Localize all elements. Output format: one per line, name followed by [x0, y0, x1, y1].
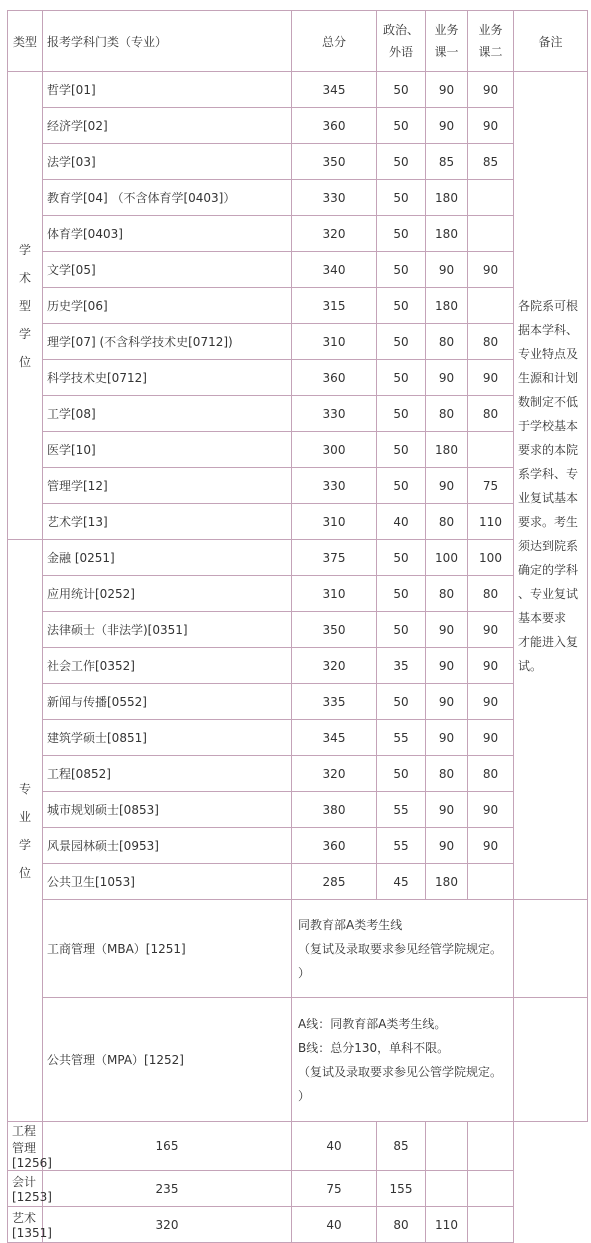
total-cell: 320 — [292, 756, 377, 792]
total-cell: 320 — [43, 1207, 292, 1243]
politics-cell: 50 — [377, 684, 426, 720]
note-line: 各院系可根 — [518, 298, 579, 313]
header-course2-line1: 业务 — [478, 23, 503, 37]
group-label-char: 术 — [18, 270, 31, 285]
requirement-line: （复试及录取要求参见经管学院规定。 — [298, 941, 503, 956]
politics-cell: 35 — [377, 648, 426, 684]
requirement-line: ） — [298, 965, 311, 980]
header-course2 — [468, 11, 514, 72]
note-line: 才能进入复 — [518, 634, 579, 649]
group-label-char: 学 — [18, 242, 31, 257]
subject-cell: 公共卫生[1053] — [43, 864, 292, 900]
politics-cell: 50 — [377, 612, 426, 648]
table-row — [8, 684, 588, 720]
requirement-line: B线：总分130，单科不限。 — [298, 1040, 450, 1055]
note-line: 数制定不低 — [518, 394, 579, 409]
subject-cell: 历史学[06] — [43, 288, 292, 324]
politics-cell: 50 — [377, 396, 426, 432]
header-row — [8, 11, 588, 72]
subject-cell: 文学[05] — [43, 252, 292, 288]
requirement-line: 同教育部A类考生线 — [298, 917, 403, 932]
header-politics — [377, 11, 426, 72]
subject-cell: 社会工作[0352] — [43, 648, 292, 684]
table-row — [8, 216, 588, 252]
note-empty-cell — [468, 1171, 514, 1207]
note-line: 须达到院系 — [518, 538, 579, 553]
course2-cell — [468, 180, 514, 216]
table-row — [8, 144, 588, 180]
header-total: 总分 — [292, 11, 377, 72]
course1-cell: 180 — [426, 288, 468, 324]
course1-cell: 180 — [426, 216, 468, 252]
score-table — [7, 10, 588, 1243]
subject-cell: 公共管理（MPA）[1252] — [43, 998, 292, 1122]
total-cell: 350 — [292, 612, 377, 648]
course1-cell: 80 — [426, 756, 468, 792]
politics-cell: 50 — [377, 540, 426, 576]
table-row — [8, 108, 588, 144]
table-row — [8, 396, 588, 432]
course1-cell: 90 — [426, 828, 468, 864]
table-row — [8, 1171, 588, 1207]
header-course1-line2: 课一 — [434, 45, 459, 59]
table-row — [8, 1122, 588, 1171]
subject-cell: 城市规划硕士[0853] — [43, 792, 292, 828]
group-label-char: 位 — [18, 865, 31, 880]
table-row — [8, 998, 588, 1122]
politics-cell: 40 — [377, 504, 426, 540]
group-label-char: 业 — [18, 809, 31, 824]
group-label-char: 专 — [18, 781, 31, 796]
course2-cell: 80 — [468, 396, 514, 432]
course1-cell: 80 — [377, 1207, 426, 1243]
note-empty-cell — [468, 1207, 514, 1243]
course1-cell: 80 — [426, 504, 468, 540]
total-cell: 340 — [292, 252, 377, 288]
table-row — [8, 1207, 588, 1243]
course2-cell — [426, 1171, 468, 1207]
politics-cell: 50 — [377, 288, 426, 324]
total-cell: 335 — [292, 684, 377, 720]
course2-cell: 110 — [426, 1207, 468, 1243]
total-cell: 360 — [292, 828, 377, 864]
note-empty-cell — [514, 998, 588, 1122]
politics-cell: 40 — [292, 1122, 377, 1171]
total-cell: 285 — [292, 864, 377, 900]
table-row — [8, 360, 588, 396]
note-line: 于学校基本 — [518, 418, 579, 433]
total-cell: 345 — [292, 720, 377, 756]
course1-cell: 180 — [426, 180, 468, 216]
subject-cell: 理学[07] (不含科学技术史[0712]) — [43, 324, 292, 360]
course1-cell: 155 — [377, 1171, 426, 1207]
total-cell: 380 — [292, 792, 377, 828]
politics-cell: 45 — [377, 864, 426, 900]
group-label-char: 位 — [18, 354, 31, 369]
table-row — [8, 252, 588, 288]
course1-cell: 90 — [426, 684, 468, 720]
table-row — [8, 612, 588, 648]
course2-cell: 90 — [468, 792, 514, 828]
politics-cell: 50 — [377, 72, 426, 108]
subject-cell: 科学技术史[0712] — [43, 360, 292, 396]
course1-cell: 90 — [426, 612, 468, 648]
subject-cell: 工程管理[1256] — [8, 1122, 43, 1171]
header-course1-line1: 业务 — [434, 23, 459, 37]
course2-cell: 80 — [468, 756, 514, 792]
score-table-container — [7, 10, 587, 1243]
table-row — [8, 576, 588, 612]
politics-cell: 40 — [292, 1207, 377, 1243]
course2-cell: 90 — [468, 684, 514, 720]
course1-cell: 80 — [426, 324, 468, 360]
course2-cell — [468, 432, 514, 468]
subject-cell: 建筑学硕士[0851] — [43, 720, 292, 756]
subject-cell: 体育学[0403] — [43, 216, 292, 252]
table-row — [8, 756, 588, 792]
total-cell: 310 — [292, 504, 377, 540]
politics-cell: 55 — [377, 828, 426, 864]
course1-cell: 90 — [426, 720, 468, 756]
course1-cell: 80 — [426, 396, 468, 432]
course1-cell: 180 — [426, 432, 468, 468]
table-row — [8, 540, 588, 576]
total-cell: 350 — [292, 144, 377, 180]
total-cell: 315 — [292, 288, 377, 324]
table-row — [8, 504, 588, 540]
subject-cell: 应用统计[0252] — [43, 576, 292, 612]
course1-cell: 90 — [426, 468, 468, 504]
total-cell: 320 — [292, 216, 377, 252]
politics-cell: 50 — [377, 468, 426, 504]
course2-cell: 90 — [468, 720, 514, 756]
note-line: 系学科、专 — [518, 466, 579, 481]
note-empty-cell — [468, 1122, 514, 1171]
course2-cell: 80 — [468, 576, 514, 612]
subject-cell: 工学[08] — [43, 396, 292, 432]
header-note: 备注 — [514, 11, 588, 72]
course2-cell: 90 — [468, 252, 514, 288]
note-line: 据本学科、 — [518, 322, 579, 337]
total-cell: 360 — [292, 360, 377, 396]
course2-cell: 85 — [468, 144, 514, 180]
requirement-line: （复试及录取要求参见公管学院规定。 — [298, 1064, 503, 1079]
requirement-cell — [292, 900, 514, 998]
header-politics-line1: 政治、 — [382, 23, 419, 37]
total-cell: 375 — [292, 540, 377, 576]
course2-cell: 110 — [468, 504, 514, 540]
politics-cell: 50 — [377, 576, 426, 612]
subject-cell: 工商管理（MBA）[1251] — [43, 900, 292, 998]
table-row — [8, 324, 588, 360]
note-line: 、专业复试 — [518, 586, 579, 601]
total-cell: 165 — [43, 1122, 292, 1171]
course2-cell — [468, 216, 514, 252]
course1-cell: 90 — [426, 648, 468, 684]
table-row — [8, 828, 588, 864]
course2-cell: 100 — [468, 540, 514, 576]
table-row — [8, 792, 588, 828]
subject-cell: 新闻与传播[0552] — [43, 684, 292, 720]
politics-cell: 55 — [377, 792, 426, 828]
course1-cell: 90 — [426, 792, 468, 828]
requirement-line: ） — [298, 1088, 311, 1103]
politics-cell: 55 — [377, 720, 426, 756]
course1-cell: 100 — [426, 540, 468, 576]
table-row — [8, 288, 588, 324]
politics-cell: 75 — [292, 1171, 377, 1207]
table-row — [8, 648, 588, 684]
politics-cell: 50 — [377, 324, 426, 360]
note-line: 基本要求 — [518, 610, 567, 625]
note-empty-cell — [514, 900, 588, 998]
note-line: 业复试基本 — [518, 490, 579, 505]
group-label-academic — [8, 72, 43, 540]
header-course2-line2: 课二 — [478, 45, 503, 59]
subject-cell: 法学[03] — [43, 144, 292, 180]
subject-cell: 教育学[04] （不含体育学[0403]） — [43, 180, 292, 216]
course1-cell: 90 — [426, 252, 468, 288]
politics-cell: 50 — [377, 756, 426, 792]
course2-cell — [468, 864, 514, 900]
course1-cell: 90 — [426, 108, 468, 144]
course2-cell: 80 — [468, 324, 514, 360]
requirement-line: A线：同教育部A类考生线。 — [298, 1016, 447, 1031]
note-cell — [514, 72, 588, 900]
table-row — [8, 900, 588, 998]
total-cell: 300 — [292, 432, 377, 468]
politics-cell: 50 — [377, 432, 426, 468]
politics-cell: 50 — [377, 108, 426, 144]
table-row — [8, 180, 588, 216]
total-cell: 345 — [292, 72, 377, 108]
course1-cell: 85 — [377, 1122, 426, 1171]
subject-cell: 会计[1253] — [8, 1171, 43, 1207]
note-line: 要求。考生 — [518, 514, 579, 529]
note-line: 要求的本院 — [518, 442, 579, 457]
subject-cell: 经济学[02] — [43, 108, 292, 144]
note-line: 确定的学科 — [518, 562, 579, 577]
course2-cell: 90 — [468, 360, 514, 396]
politics-cell: 50 — [377, 360, 426, 396]
course1-cell: 85 — [426, 144, 468, 180]
table-row — [8, 720, 588, 756]
course1-cell: 90 — [426, 72, 468, 108]
table-row — [8, 72, 588, 108]
note-line: 生源和计划 — [518, 370, 579, 385]
total-cell: 310 — [292, 324, 377, 360]
politics-cell: 50 — [377, 144, 426, 180]
note-line: 专业特点及 — [518, 346, 579, 361]
course2-cell: 90 — [468, 828, 514, 864]
header-course1 — [426, 11, 468, 72]
note-line: 试。 — [518, 658, 543, 673]
course2-cell: 90 — [468, 648, 514, 684]
group-label-char: 学 — [18, 326, 31, 341]
total-cell: 235 — [43, 1171, 292, 1207]
course1-cell: 80 — [426, 576, 468, 612]
politics-cell: 50 — [377, 180, 426, 216]
group-label-char: 学 — [18, 837, 31, 852]
politics-cell: 50 — [377, 252, 426, 288]
subject-cell: 艺术[1351] — [8, 1207, 43, 1243]
course2-cell — [468, 288, 514, 324]
group-label-professional — [8, 540, 43, 1122]
total-cell: 360 — [292, 108, 377, 144]
table-row — [8, 432, 588, 468]
group-label-char: 型 — [18, 298, 31, 313]
subject-cell: 金融 [0251] — [43, 540, 292, 576]
politics-cell: 50 — [377, 216, 426, 252]
header-politics-line2: 外语 — [388, 45, 413, 59]
table-row — [8, 468, 588, 504]
header-type: 类型 — [8, 11, 43, 72]
course1-cell: 180 — [426, 864, 468, 900]
total-cell: 320 — [292, 648, 377, 684]
total-cell: 310 — [292, 576, 377, 612]
subject-cell: 工程[0852] — [43, 756, 292, 792]
course2-cell: 90 — [468, 72, 514, 108]
total-cell: 330 — [292, 468, 377, 504]
subject-cell: 法律硕士（非法学)[0351] — [43, 612, 292, 648]
table-row — [8, 864, 588, 900]
subject-cell: 艺术学[13] — [43, 504, 292, 540]
course2-cell: 90 — [468, 612, 514, 648]
total-cell: 330 — [292, 180, 377, 216]
subject-cell: 管理学[12] — [43, 468, 292, 504]
course2-cell: 90 — [468, 108, 514, 144]
subject-cell: 哲学[01] — [43, 72, 292, 108]
course2-cell — [426, 1122, 468, 1171]
header-subject: 报考学科门类（专业） — [43, 11, 292, 72]
course2-cell: 75 — [468, 468, 514, 504]
course1-cell: 90 — [426, 360, 468, 396]
total-cell: 330 — [292, 396, 377, 432]
subject-cell: 风景园林硕士[0953] — [43, 828, 292, 864]
subject-cell: 医学[10] — [43, 432, 292, 468]
requirement-cell — [292, 998, 514, 1122]
